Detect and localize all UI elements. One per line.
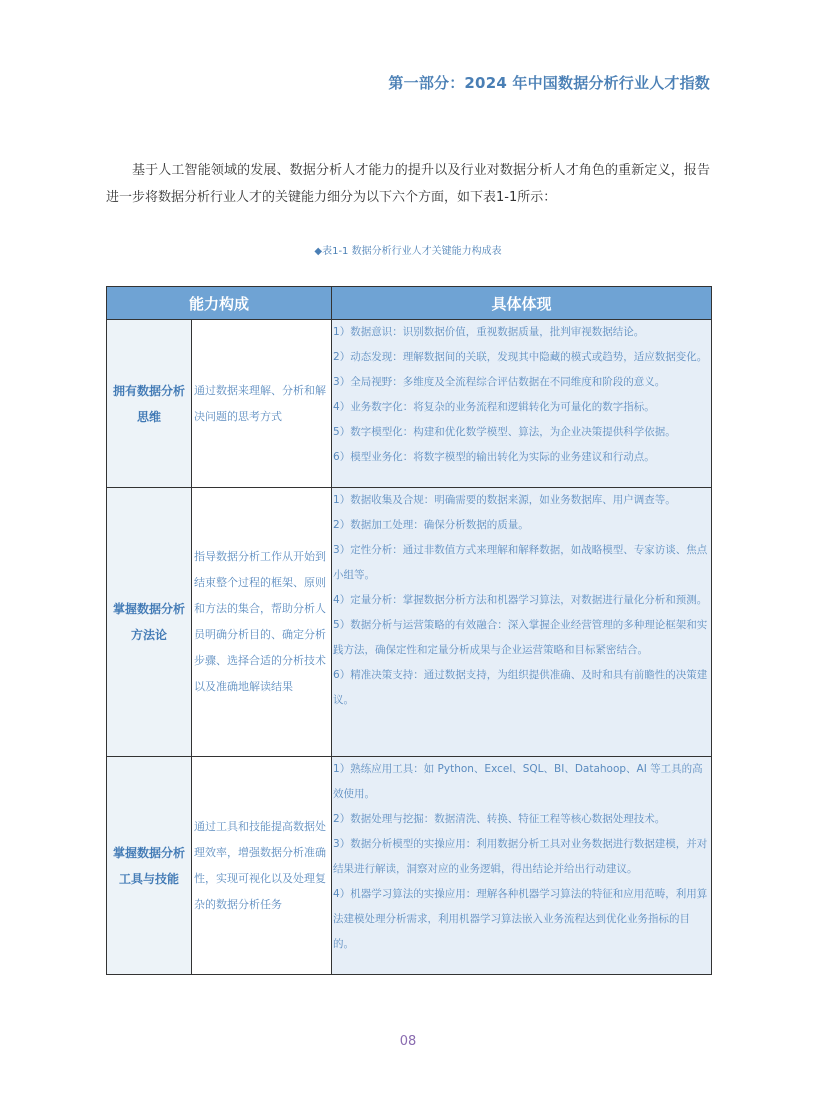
competency-category: 掌握数据分析工具与技能: [107, 757, 192, 975]
table-row: [107, 320, 712, 488]
table-caption: ◆表1-1 数据分析行业人才关键能力构成表: [314, 246, 502, 257]
manifestation-item: 2）动态发现：理解数据间的关联，发现其中隐藏的模式或趋势，适应数据变化。: [333, 351, 708, 363]
header-competency: 能力构成: [107, 287, 332, 320]
manifestation-item: 5）数字模型化：构建和优化数学模型、算法，为企业决策提供科学依据。: [333, 426, 676, 438]
page-number: 08: [399, 1034, 417, 1049]
manifestation-item: 1）数据意识：识别数据价值，重视数据质量，批判审视数据结论。: [333, 326, 645, 338]
competency-category: 拥有数据分析思维: [107, 320, 192, 488]
header-manifestation: 具体体现: [332, 287, 712, 320]
manifestation-item: 3）定性分析：通过非数值方式来理解和解释数据，如战略模型、专家访谈、焦点小组等。: [333, 544, 708, 581]
manifestation-list: [332, 757, 712, 975]
manifestation-item: 5）数据分析与运营策略的有效融合：深入掌握企业经营管理的多种理论框架和实践方法，确保定性和定量分析成果与企业运营策略和目标紧密结合。: [333, 619, 708, 656]
competency-category: 掌握数据分析方法论: [107, 488, 192, 757]
manifestation-item: 6）模型业务化：将数字模型的输出转化为实际的业务建议和行动点。: [333, 451, 655, 463]
manifestation-item: 3）数据分析模型的实操应用：利用数据分析工具对业务数据进行数据建模，并对结果进行解读，洞察对应的业务逻辑，得出结论并给出行动建议。: [333, 838, 708, 875]
table-header-row: [107, 287, 712, 320]
table-row: [107, 488, 712, 757]
manifestation-item: 3）全局视野：多维度及全流程综合评估数据在不同维度和阶段的意义。: [333, 376, 666, 388]
competency-description: 通过工具和技能提高数据处理效率，增强数据分析准确性，实现可视化以及处理复杂的数据分析任务: [192, 757, 332, 975]
competency-description: 指导数据分析工作从开始到结束整个过程的框架、原则和方法的集合，帮助分析人员明确分析目的、确定分析步骤、选择合适的分析技术以及准确地解读结果: [192, 488, 332, 757]
manifestation-list: [332, 320, 712, 488]
competency-description: 通过数据来理解、分析和解决问题的思考方式: [192, 320, 332, 488]
manifestation-item: 4）业务数字化：将复杂的业务流程和逻辑转化为可量化的数字指标。: [333, 401, 655, 413]
manifestation-item: 4）定量分析：掌握数据分析方法和机器学习算法，对数据进行量化分析和预测。: [333, 594, 708, 606]
manifestation-item: 1）熟练应用工具：如 Python、Excel、SQL、BI、Datahoop、AI 等工具的高效使用。: [333, 763, 703, 800]
competency-table: [106, 286, 712, 975]
manifestation-list: [332, 488, 712, 757]
manifestation-item: 6）精准决策支持：通过数据支持，为组织提供准确、及时和具有前瞻性的决策建议。: [333, 669, 708, 706]
manifestation-item: 1）数据收集及合规：明确需要的数据来源，如业务数据库、用户调查等。: [333, 494, 676, 506]
intro-paragraph: 基于人工智能领域的发展、数据分析人才能力的提升以及行业对数据分析人才角色的重新定义，报告进一步将数据分析行业人才的关键能力细分为以下六个方面，如下表1-1所示：: [106, 163, 710, 205]
table-row: [107, 757, 712, 975]
manifestation-item: 2）数据处理与挖掘：数据清洗、转换、特征工程等核心数据处理技术。: [333, 813, 666, 825]
manifestation-item: 2）数据加工处理：确保分析数据的质量。: [333, 519, 529, 531]
section-header: 第一部分：2024 年中国数据分析行业人才指数: [388, 74, 710, 92]
manifestation-item: 4）机器学习算法的实操应用：理解各种机器学习算法的特征和应用范畴，利用算法建模处理分析需求，利用机器学习算法嵌入业务流程达到优化业务指标的目的。: [333, 888, 708, 950]
